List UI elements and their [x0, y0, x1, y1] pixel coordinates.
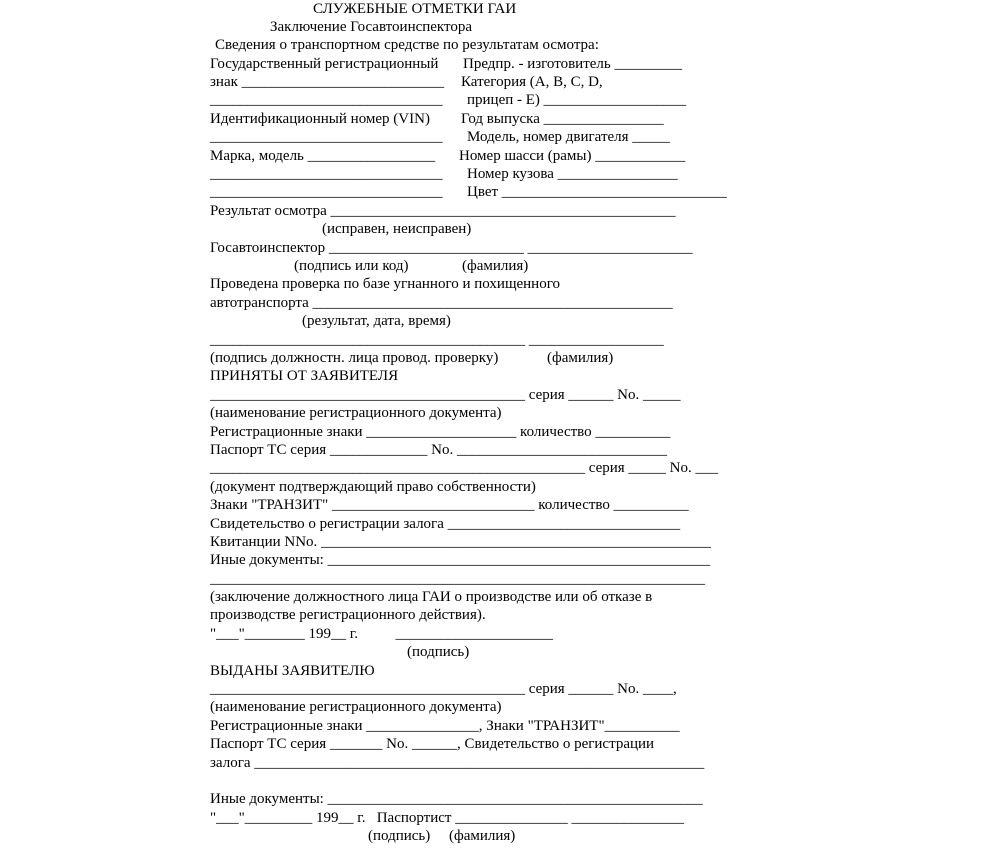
- color-field: Цвет ______________________________: [467, 184, 727, 200]
- blank-line: _______________________________: [210, 129, 443, 145]
- final-date-line: "___"_________ 199__ г. Паспортист _______________ _______________: [210, 810, 684, 826]
- other-docs-line: __________________________________________________________________: [210, 571, 705, 587]
- blank-line: _______________________________: [210, 184, 443, 200]
- pledge-field-2: залога ____________________________________________________________: [210, 755, 705, 771]
- check-signature-line: __________________________________________ __________________: [210, 332, 664, 348]
- other-docs-field: Иные документы: ___________________________________________________: [210, 552, 711, 568]
- received-header: ПРИНЯТЫ ОТ ЗАЯВИТЕЛЯ: [210, 368, 399, 384]
- issued-passport-field: Паспорт ТС серия _______ No. ______, Свидетельство о регистрации: [210, 736, 655, 752]
- issued-plates-field: Регистрационные знаки _______________, Знаки "ТРАНЗИТ"__________: [210, 718, 680, 734]
- check-hint: (результат, дата, время): [302, 313, 451, 329]
- inspection-result-field: Результат осмотра ______________________________________________: [210, 203, 676, 219]
- inspector-field: Госавтоинспектор __________________________ ______________________: [210, 240, 693, 256]
- check-surname-hint: (фамилия): [547, 350, 614, 366]
- final-surname-hint: (фамилия): [449, 828, 516, 844]
- chassis-field: Номер шасси (рамы) ____________: [459, 148, 686, 164]
- form-title: СЛУЖЕБНЫЕ ОТМЕТКИ ГАИ: [313, 1, 517, 17]
- received-doc-hint: (наименование регистрационного документа): [210, 405, 502, 421]
- blank-line: _______________________________: [210, 92, 443, 108]
- decision-text: (заключение должностного лица ГАИ о производстве или об отказе в: [210, 589, 653, 605]
- vehicle-info-header: Сведения о транспортном средстве по результатам осмотра:: [215, 37, 599, 53]
- manufacturer-field: Предпр. - изготовитель _________: [463, 56, 682, 72]
- issued-doc-field: __________________________________________ серия ______ No. ____,: [210, 681, 677, 697]
- transit-field: Знаки "ТРАНЗИТ" ___________________________ количество __________: [210, 497, 689, 513]
- reg-sign-field: знак ___________________________: [210, 74, 445, 90]
- issued-doc-hint: (наименование регистрационного документа): [210, 699, 502, 715]
- issued-header: ВЫДАНЫ ЗАЯВИТЕЛЮ: [210, 663, 375, 679]
- date-signature-line: "___"________ 199__ г. _____________________: [210, 626, 553, 642]
- make-model-field: Марка, модель _________________: [210, 148, 436, 164]
- receipts-field: Квитанции NNo. ____________________________________________________: [210, 534, 712, 550]
- signature-hint: (подпись): [407, 644, 470, 660]
- check-label: Проведена проверка по базе угнанного и похищенного: [210, 276, 560, 292]
- model-engine-field: Модель, номер двигателя _____: [467, 129, 670, 145]
- final-signature-hint: (подпись): [368, 828, 431, 844]
- reg-plates-field: Регистрационные знаки ____________________ количество __________: [210, 424, 671, 440]
- conclusion-header: Заключение Госавтоинспектора: [270, 19, 473, 35]
- received-doc-field: __________________________________________ серия ______ No. _____: [210, 387, 681, 403]
- ownership-doc-field: __________________________________________________ серия _____ No. ___: [210, 460, 719, 476]
- decision-text-2: производстве регистрационного действия).: [210, 607, 486, 623]
- passport-field: Паспорт ТС серия _____________ No. ____________________________: [210, 442, 667, 458]
- inspector-hint-signature: (подпись или код): [294, 258, 409, 274]
- body-number-field: Номер кузова ________________: [467, 166, 678, 182]
- vin-label: Идентификационный номер (VIN): [210, 111, 430, 127]
- pledge-field: Свидетельство о регистрации залога _______________________________: [210, 516, 681, 532]
- inspection-result-hint: (исправен, неисправен): [322, 221, 472, 237]
- check-signature-hint: (подпись должностн. лица провод. проверку): [210, 350, 499, 366]
- year-field: Год выпуска ________________: [461, 111, 664, 127]
- inspector-hint-surname: (фамилия): [462, 258, 529, 274]
- category-label: Категория (А, В, С, D,: [461, 74, 603, 90]
- ownership-doc-hint: (документ подтверждающий право собственности): [210, 479, 536, 495]
- check-field: автотранспорта ________________________________________________: [210, 295, 673, 311]
- other-docs-field-2: Иные документы: __________________________________________________: [210, 791, 703, 807]
- trailer-field: прицеп - Е) ___________________: [467, 92, 687, 108]
- blank-line: _______________________________: [210, 166, 443, 182]
- reg-sign-label: Государственный регистрационный: [210, 56, 439, 72]
